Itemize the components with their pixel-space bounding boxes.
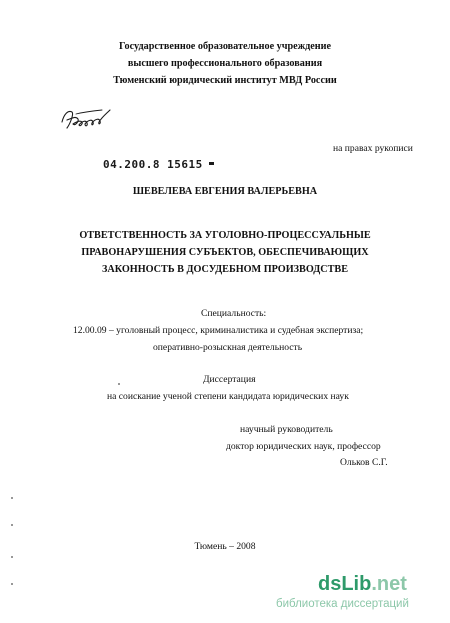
dissertation-purpose: на соискание ученой степени кандидата юридических наук: [107, 391, 349, 402]
stamp-number: 04.200.8 15615: [103, 158, 203, 171]
scan-speck: [11, 583, 13, 585]
author-name: ШЕВЕЛЕВА ЕВГЕНИЯ ВАЛЕРЬЕВНА: [132, 186, 318, 197]
institution-line-1: Государственное образовательное учреждение: [118, 41, 332, 52]
rights-note: на правах рукописи: [333, 143, 413, 154]
title-line-2: ПРАВОНАРУШЕНИЯ СУБЪЕКТОВ, ОБЕСПЕЧИВАЮЩИХ: [81, 247, 369, 258]
dissertation-label: Диссертация: [203, 374, 256, 385]
institution-line-3: Тюменский юридический институт МВД России: [113, 75, 337, 86]
institution-line-2: высшего профессионального образования: [127, 58, 323, 69]
stamp-mark-icon: [208, 160, 216, 168]
scan-speck: [11, 556, 13, 558]
scan-speck: [118, 383, 120, 385]
specialty-line-1: 12.00.09 – уголовный процесс, криминалистика и судебная экспертиза;: [73, 325, 364, 336]
watermark-brand: dsLib: [318, 573, 372, 595]
watermark-brand-suffix: .net: [371, 573, 407, 595]
library-stamp: [103, 155, 216, 173]
scan-speck: [11, 524, 13, 526]
scan-speck: [11, 497, 13, 499]
specialty-label: Специальность:: [201, 308, 267, 319]
supervisor-label: научный руководитель: [240, 424, 333, 435]
handwritten-signature: [58, 102, 116, 136]
title-line-3: ЗАКОННОСТЬ В ДОСУДЕБНОМ ПРОИЗВОДСТВЕ: [101, 264, 348, 275]
watermark-logo: [318, 573, 407, 596]
specialty-line-2: оперативно-розыскная деятельность: [153, 342, 303, 353]
title-line-1: ОТВЕТСТВЕННОСТЬ ЗА УГОЛОВНО-ПРОЦЕССУАЛЬНЫЕ: [79, 230, 371, 241]
city-year: Тюмень – 2008: [194, 541, 256, 552]
supervisor-degree: доктор юридических наук, профессор: [226, 441, 381, 452]
supervisor-name: Ольков С.Г.: [340, 457, 388, 468]
watermark-subtitle: библиотека диссертаций: [276, 598, 409, 610]
